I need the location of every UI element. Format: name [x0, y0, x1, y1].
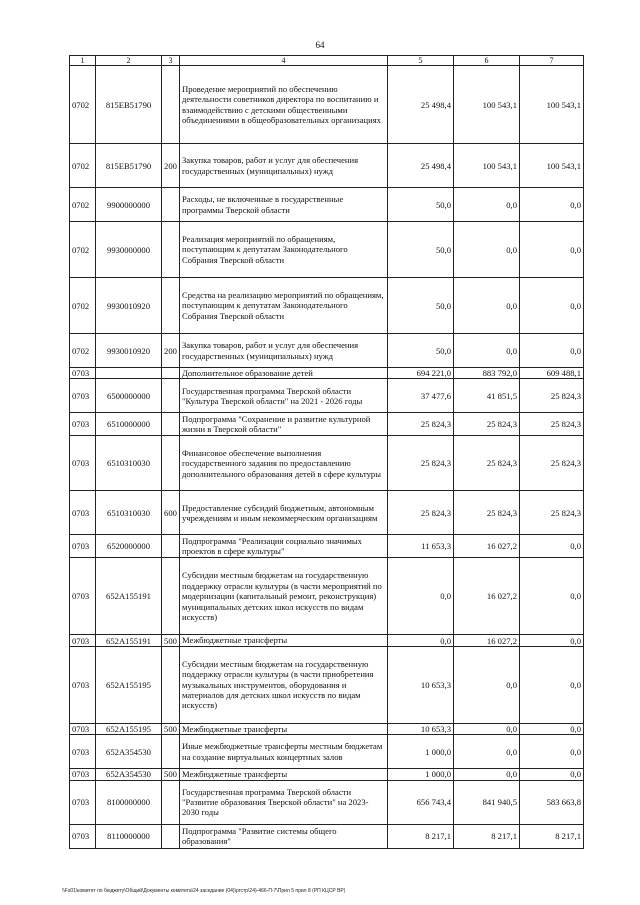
item-description: Средства на реализацию мероприятий по обращениям, поступающим к депутатам Законодательного Собрания Тверской области — [180, 278, 388, 334]
table-row — [70, 535, 584, 558]
item-description: Государственная программа Тверской области "Культура Тверской области" на 2021 - 2026 годы — [180, 379, 388, 413]
section-code: 0703 — [70, 635, 96, 646]
target-code: 815EВ51790 — [96, 66, 162, 144]
target-code: 652A155191 — [96, 635, 162, 646]
amount-col6: 100 543,1 — [454, 66, 520, 144]
amount-col7: 25 824,3 — [520, 436, 584, 491]
amount-col7: 0,0 — [520, 723, 584, 734]
item-description: Субсидии местным бюджетам на государственную поддержку отрасли культуры (в части мероприятий по модернизации (капитальный ремонт, реконструкция) муниципальных детских школ искусств по видам искусств) — [180, 558, 388, 635]
target-code — [96, 368, 162, 379]
amount-col6: 16 027,2 — [454, 558, 520, 635]
amount-col5: 25 824,3 — [388, 491, 454, 535]
expense-type-code — [162, 379, 180, 413]
item-description: Иные межбюджетные трансферты местным бюджетам на создание виртуальных концертных залов — [180, 735, 388, 769]
section-code: 0703 — [70, 436, 96, 491]
expense-type-code: 500 — [162, 769, 180, 780]
item-description: Подпрограмма "Развитие системы общего образования" — [180, 824, 388, 848]
target-code: 652A354530 — [96, 735, 162, 769]
expense-type-code — [162, 824, 180, 848]
target-code: 9930010920 — [96, 278, 162, 334]
target-code: 9930000000 — [96, 222, 162, 278]
amount-col6: 883 792,0 — [454, 368, 520, 379]
section-code: 0703 — [70, 780, 96, 824]
target-code: 815EВ51790 — [96, 144, 162, 188]
amount-col5: 694 221,0 — [388, 368, 454, 379]
target-code: 9900000000 — [96, 188, 162, 222]
amount-col5: 50,0 — [388, 188, 454, 222]
amount-col6: 841 940,5 — [454, 780, 520, 824]
amount-col6: 0,0 — [454, 735, 520, 769]
item-description: Межбюджетные трансферты — [180, 723, 388, 734]
table-row — [70, 334, 584, 368]
item-description: Реализация мероприятий по обращениям, поступающим к депутатам Законодательного Собрания Тверской области — [180, 222, 388, 278]
page-number: 64 — [315, 40, 325, 50]
amount-col7: 25 824,3 — [520, 413, 584, 436]
section-code: 0702 — [70, 66, 96, 144]
item-description: Подпрограмма "Сохранение и развитие культурной жизни в Тверской области" — [180, 413, 388, 436]
section-code: 0703 — [70, 769, 96, 780]
item-description: Субсидии местным бюджетам на государственную поддержку отрасли культуры (в части приобретения музыкальных инструментов, оборудования и материалов для детских школ искусств по видам искусств) — [180, 646, 388, 723]
section-code: 0702 — [70, 188, 96, 222]
amount-col5: 0,0 — [388, 558, 454, 635]
expense-type-code: 200 — [162, 334, 180, 368]
budget-table — [69, 55, 584, 849]
expense-type-code — [162, 436, 180, 491]
expense-type-code — [162, 558, 180, 635]
item-description: Финансовое обеспечение выполнения государственного задания по предоставлению дополнительного образования детей в сфере культуры — [180, 436, 388, 491]
section-code: 0702 — [70, 278, 96, 334]
amount-col6: 0,0 — [454, 334, 520, 368]
amount-col7: 0,0 — [520, 535, 584, 558]
table-row — [70, 491, 584, 535]
expense-type-code: 500 — [162, 723, 180, 734]
amount-col5: 0,0 — [388, 635, 454, 646]
amount-col6: 0,0 — [454, 278, 520, 334]
expense-type-code — [162, 646, 180, 723]
table-row — [70, 222, 584, 278]
table-row — [70, 188, 584, 222]
amount-col7: 0,0 — [520, 735, 584, 769]
item-description: Межбюджетные трансферты — [180, 769, 388, 780]
amount-col5: 8 217,1 — [388, 824, 454, 848]
expense-type-code — [162, 413, 180, 436]
amount-col6: 16 027,2 — [454, 535, 520, 558]
target-code: 6510310030 — [96, 436, 162, 491]
section-code: 0702 — [70, 144, 96, 188]
amount-col5: 656 743,4 — [388, 780, 454, 824]
section-code: 0703 — [70, 368, 96, 379]
table-row — [70, 66, 584, 144]
amount-col6: 0,0 — [454, 646, 520, 723]
amount-col5: 37 477,6 — [388, 379, 454, 413]
column-header-row — [70, 56, 584, 66]
table-row — [70, 824, 584, 848]
expense-type-code — [162, 780, 180, 824]
amount-col6: 0,0 — [454, 723, 520, 734]
amount-col6: 25 824,3 — [454, 413, 520, 436]
table-row — [70, 723, 584, 734]
item-description: Предоставление субсидий бюджетным, автономным учреждениям и иным некоммерческим организациям — [180, 491, 388, 535]
section-code: 0703 — [70, 535, 96, 558]
column-header: 3 — [162, 56, 180, 66]
table-row — [70, 278, 584, 334]
expense-type-code — [162, 535, 180, 558]
section-code: 0703 — [70, 646, 96, 723]
expense-type-code — [162, 368, 180, 379]
amount-col5: 10 653,3 — [388, 646, 454, 723]
amount-col6: 100 543,1 — [454, 144, 520, 188]
table-row — [70, 769, 584, 780]
expense-type-code — [162, 735, 180, 769]
amount-col5: 25 498,4 — [388, 66, 454, 144]
amount-col5: 50,0 — [388, 278, 454, 334]
amount-col7: 0,0 — [520, 646, 584, 723]
column-header: 4 — [180, 56, 388, 66]
amount-col6: 8 217,1 — [454, 824, 520, 848]
section-code: 0702 — [70, 334, 96, 368]
amount-col7: 0,0 — [520, 188, 584, 222]
amount-col7: 25 824,3 — [520, 491, 584, 535]
section-code: 0703 — [70, 558, 96, 635]
expense-type-code — [162, 222, 180, 278]
target-code: 652A354530 — [96, 769, 162, 780]
target-code: 652A155195 — [96, 646, 162, 723]
table-row — [70, 646, 584, 723]
item-description: Подпрограмма "Реализация социально значимых проектов в сфере культуры" — [180, 535, 388, 558]
amount-col7: 0,0 — [520, 222, 584, 278]
column-header: 1 — [70, 56, 96, 66]
section-code: 0702 — [70, 222, 96, 278]
amount-col6: 0,0 — [454, 188, 520, 222]
amount-col6: 41 851,5 — [454, 379, 520, 413]
expense-type-code: 600 — [162, 491, 180, 535]
footer-file-path: \\Fs01\комитет по бюджету\Общий\Документы комитета\24 заседание (04)\ргстр\24)-466-П-7\Прил 5 прил 8 (РП КЦСР ВР) — [62, 888, 346, 894]
section-code: 0703 — [70, 491, 96, 535]
target-code: 6510000000 — [96, 413, 162, 436]
target-code: 9930010920 — [96, 334, 162, 368]
amount-col6: 0,0 — [454, 769, 520, 780]
amount-col7: 0,0 — [520, 278, 584, 334]
amount-col7: 8 217,1 — [520, 824, 584, 848]
amount-col6: 16 027,2 — [454, 635, 520, 646]
item-description: Закупка товаров, работ и услуг для обеспечения государственных (муниципальных) нужд — [180, 334, 388, 368]
item-description: Проведение мероприятий по обеспечению деятельности советников директора по воспитанию и взаимодействию с детскими общественными объединениями в общеобразовательных организациях — [180, 66, 388, 144]
item-description: Расходы, не включенные в государственные программы Тверской области — [180, 188, 388, 222]
amount-col5: 25 824,3 — [388, 436, 454, 491]
target-code: 6500000000 — [96, 379, 162, 413]
table-row — [70, 368, 584, 379]
table-row — [70, 144, 584, 188]
target-code: 652A155195 — [96, 723, 162, 734]
amount-col6: 25 824,3 — [454, 436, 520, 491]
table-row — [70, 735, 584, 769]
table-row — [70, 780, 584, 824]
expense-type-code — [162, 66, 180, 144]
column-header: 6 — [454, 56, 520, 66]
target-code: 8110000000 — [96, 824, 162, 848]
amount-col5: 50,0 — [388, 222, 454, 278]
item-description: Государственная программа Тверской области "Развитие образования Тверской области" на 2023-2030 годы — [180, 780, 388, 824]
target-code: 652A155191 — [96, 558, 162, 635]
amount-col5: 1 000,0 — [388, 769, 454, 780]
section-code: 0703 — [70, 413, 96, 436]
item-description: Дополнительное образование детей — [180, 368, 388, 379]
amount-col5: 10 653,3 — [388, 723, 454, 734]
amount-col7: 0,0 — [520, 558, 584, 635]
expense-type-code — [162, 278, 180, 334]
table-row — [70, 635, 584, 646]
amount-col5: 1 000,0 — [388, 735, 454, 769]
target-code: 6520000000 — [96, 535, 162, 558]
amount-col5: 25 824,3 — [388, 413, 454, 436]
expense-type-code: 500 — [162, 635, 180, 646]
amount-col5: 50,0 — [388, 334, 454, 368]
table-row — [70, 413, 584, 436]
item-description: Межбюджетные трансферты — [180, 635, 388, 646]
amount-col7: 100 543,1 — [520, 66, 584, 144]
amount-col6: 0,0 — [454, 222, 520, 278]
column-header: 7 — [520, 56, 584, 66]
section-code: 0703 — [70, 723, 96, 734]
amount-col6: 25 824,3 — [454, 491, 520, 535]
table-row — [70, 558, 584, 635]
amount-col7: 609 488,1 — [520, 368, 584, 379]
column-header: 5 — [388, 56, 454, 66]
amount-col7: 100 543,1 — [520, 144, 584, 188]
expense-type-code — [162, 188, 180, 222]
section-code: 0703 — [70, 379, 96, 413]
amount-col7: 0,0 — [520, 334, 584, 368]
amount-col7: 0,0 — [520, 635, 584, 646]
amount-col7: 25 824,3 — [520, 379, 584, 413]
section-code: 0703 — [70, 735, 96, 769]
amount-col7: 583 663,8 — [520, 780, 584, 824]
table-row — [70, 379, 584, 413]
target-code: 8100000000 — [96, 780, 162, 824]
amount-col5: 11 653,3 — [388, 535, 454, 558]
item-description: Закупка товаров, работ и услуг для обеспечения государственных (муниципальных) нужд — [180, 144, 388, 188]
amount-col5: 25 498,4 — [388, 144, 454, 188]
section-code: 0703 — [70, 824, 96, 848]
expense-type-code: 200 — [162, 144, 180, 188]
amount-col7: 0,0 — [520, 769, 584, 780]
column-header: 2 — [96, 56, 162, 66]
target-code: 6510310030 — [96, 491, 162, 535]
table-row — [70, 436, 584, 491]
